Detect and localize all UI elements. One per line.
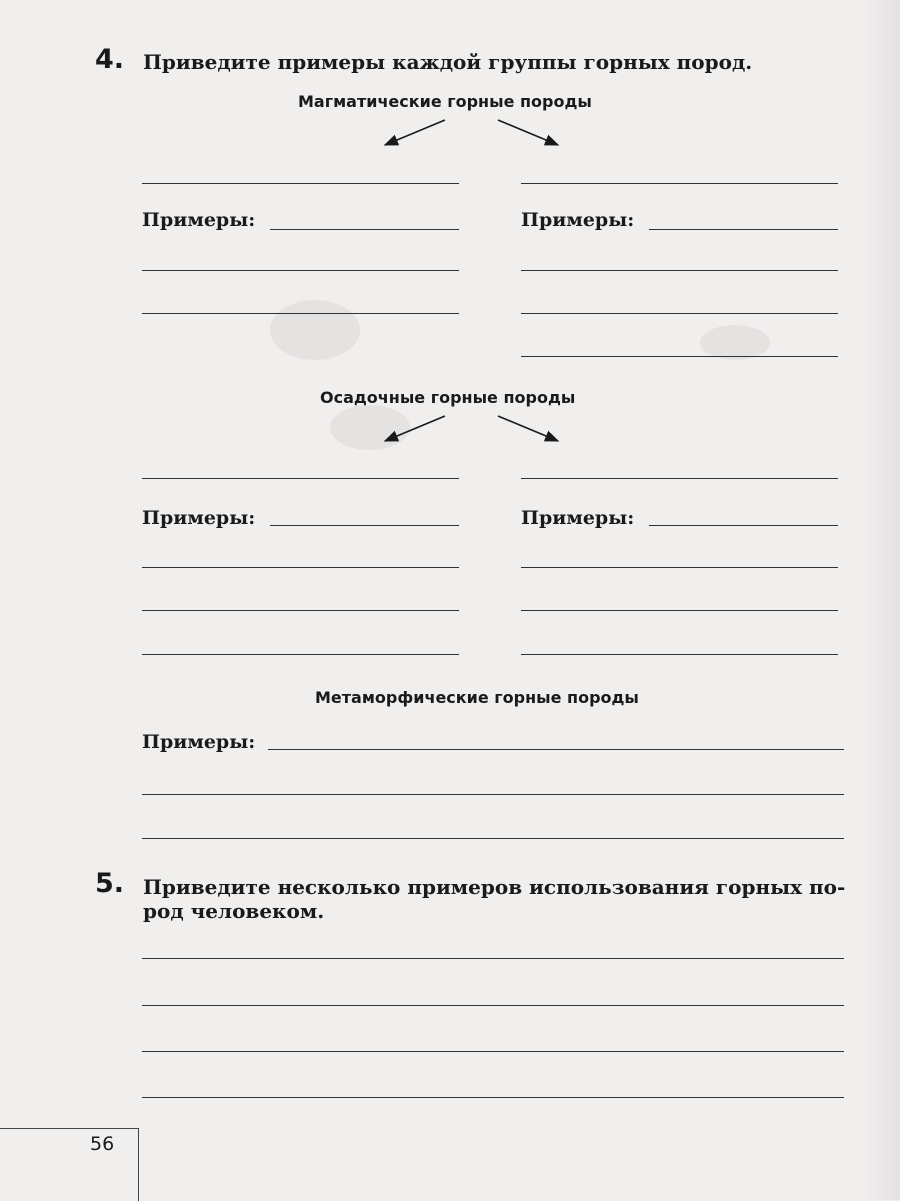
task-5-answer-line-4[interactable]	[142, 1097, 844, 1098]
magmatic-right-examples-line[interactable]	[649, 229, 838, 230]
metamorphic-answer-line-2[interactable]	[142, 838, 844, 839]
metamorphic-heading: Метаморфические горные породы	[315, 688, 639, 707]
task-4-number: 4.	[95, 44, 125, 75]
sedimentary-left-answer-line-3[interactable]	[142, 610, 459, 611]
sedimentary-right-answer-line-1[interactable]	[521, 478, 838, 479]
magmatic-arrow-left	[385, 120, 445, 145]
magmatic-right-answer-line-2[interactable]	[521, 270, 838, 271]
magmatic-right-answer-line-1[interactable]	[521, 183, 838, 184]
sedimentary-left-examples-label: Примеры:	[142, 507, 256, 529]
task-5-answer-line-1[interactable]	[142, 958, 844, 959]
magmatic-left-answer-line-3[interactable]	[142, 313, 459, 314]
magmatic-left-answer-line-2[interactable]	[142, 270, 459, 271]
sedimentary-left-examples-line[interactable]	[270, 525, 459, 526]
magmatic-left-examples-label: Примеры:	[142, 209, 256, 231]
task-5-text-line-2: род человеком.	[143, 899, 325, 923]
sedimentary-heading: Осадочные горные породы	[320, 388, 576, 407]
sedimentary-right-answer-line-3[interactable]	[521, 610, 838, 611]
magmatic-left-examples-line[interactable]	[270, 229, 459, 230]
sedimentary-right-answer-line-2[interactable]	[521, 567, 838, 568]
magmatic-arrow-right	[498, 120, 558, 145]
task-5-answer-line-2[interactable]	[142, 1005, 844, 1006]
magmatic-left-answer-line-1[interactable]	[142, 183, 459, 184]
task-5-text-line-1: Приведите несколько примеров использования горных по-	[143, 875, 846, 899]
magmatic-heading: Магматические горные породы	[298, 92, 592, 111]
sedimentary-left-answer-line-1[interactable]	[142, 478, 459, 479]
metamorphic-answer-line-1[interactable]	[142, 794, 844, 795]
task-5-number: 5.	[95, 868, 125, 899]
page-number-box	[0, 1128, 139, 1201]
metamorphic-examples-label: Примеры:	[142, 731, 256, 753]
metamorphic-examples-line[interactable]	[268, 749, 844, 750]
magmatic-right-examples-label: Примеры:	[521, 209, 635, 231]
magmatic-right-answer-line-3[interactable]	[521, 313, 838, 314]
sedimentary-right-examples-line[interactable]	[649, 525, 838, 526]
sedimentary-right-examples-label: Примеры:	[521, 507, 635, 529]
sedimentary-left-answer-line-4[interactable]	[142, 654, 459, 655]
sedimentary-right-answer-line-4[interactable]	[521, 654, 838, 655]
task-5-answer-line-3[interactable]	[142, 1051, 844, 1052]
page-number: 56	[90, 1133, 115, 1155]
sedimentary-arrow-right	[498, 416, 558, 441]
sedimentary-arrow-left	[385, 416, 445, 441]
task-4-text: Приведите примеры каждой группы горных пород.	[143, 50, 753, 74]
magmatic-right-answer-line-4[interactable]	[521, 356, 838, 357]
sedimentary-left-answer-line-2[interactable]	[142, 567, 459, 568]
